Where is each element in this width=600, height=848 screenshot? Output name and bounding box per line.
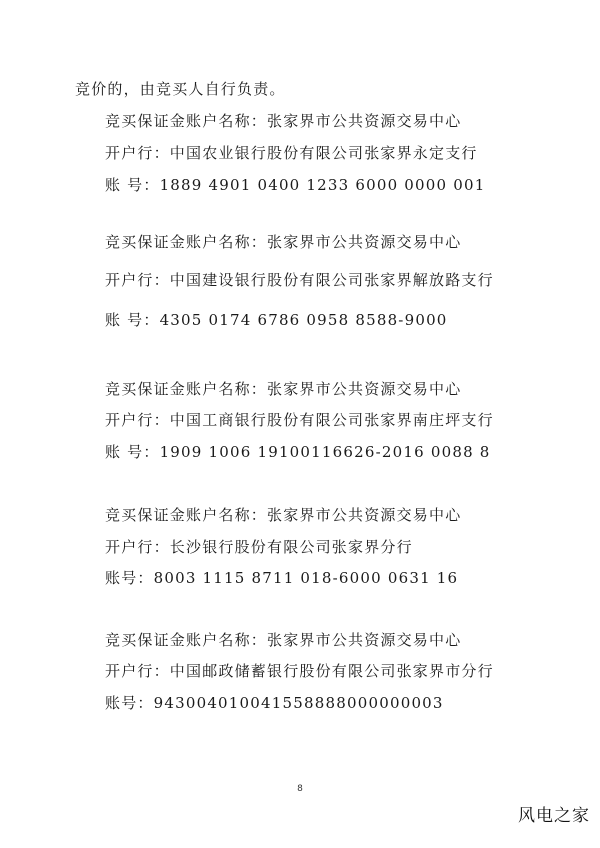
account-4-bank: 开户行：长沙银行股份有限公司张家界分行 xyxy=(105,538,413,556)
watermark: 风电之家 xyxy=(518,806,590,826)
account-4-name: 竞买保证金账户名称：张家界市公共资源交易中心 xyxy=(105,506,462,524)
intro-text: 竞价的，由竞买人自行负责。 xyxy=(75,80,286,98)
account-3-number: 账 号：1909 1006 19100116626-2016 0088 8 xyxy=(105,443,491,461)
account-1-bank: 开户行：中国农业银行股份有限公司张家界永定支行 xyxy=(105,144,478,162)
account-5-name: 竞买保证金账户名称：张家界市公共资源交易中心 xyxy=(105,631,462,649)
account-2-bank: 开户行：中国建设银行股份有限公司张家界解放路支行 xyxy=(105,271,494,289)
account-3-name: 竞买保证金账户名称：张家界市公共资源交易中心 xyxy=(105,380,462,398)
account-1-number: 账 号：1889 4901 0400 1233 6000 0000 001 xyxy=(105,176,486,194)
account-5-bank: 开户行：中国邮政储蓄银行股份有限公司张家界市分行 xyxy=(105,662,494,680)
account-5-number: 账号：943004010041558888000000003 xyxy=(105,694,444,712)
account-1-name: 竞买保证金账户名称：张家界市公共资源交易中心 xyxy=(105,112,462,130)
account-4-number: 账号：8003 1115 8711 018-6000 0631 16 xyxy=(105,569,459,587)
account-2-name: 竞买保证金账户名称：张家界市公共资源交易中心 xyxy=(105,233,462,251)
page-number: 8 xyxy=(297,784,303,794)
account-2-number: 账 号：4305 0174 6786 0958 8588-9000 xyxy=(105,311,448,329)
account-3-bank: 开户行：中国工商银行股份有限公司张家界南庄坪支行 xyxy=(105,411,494,429)
